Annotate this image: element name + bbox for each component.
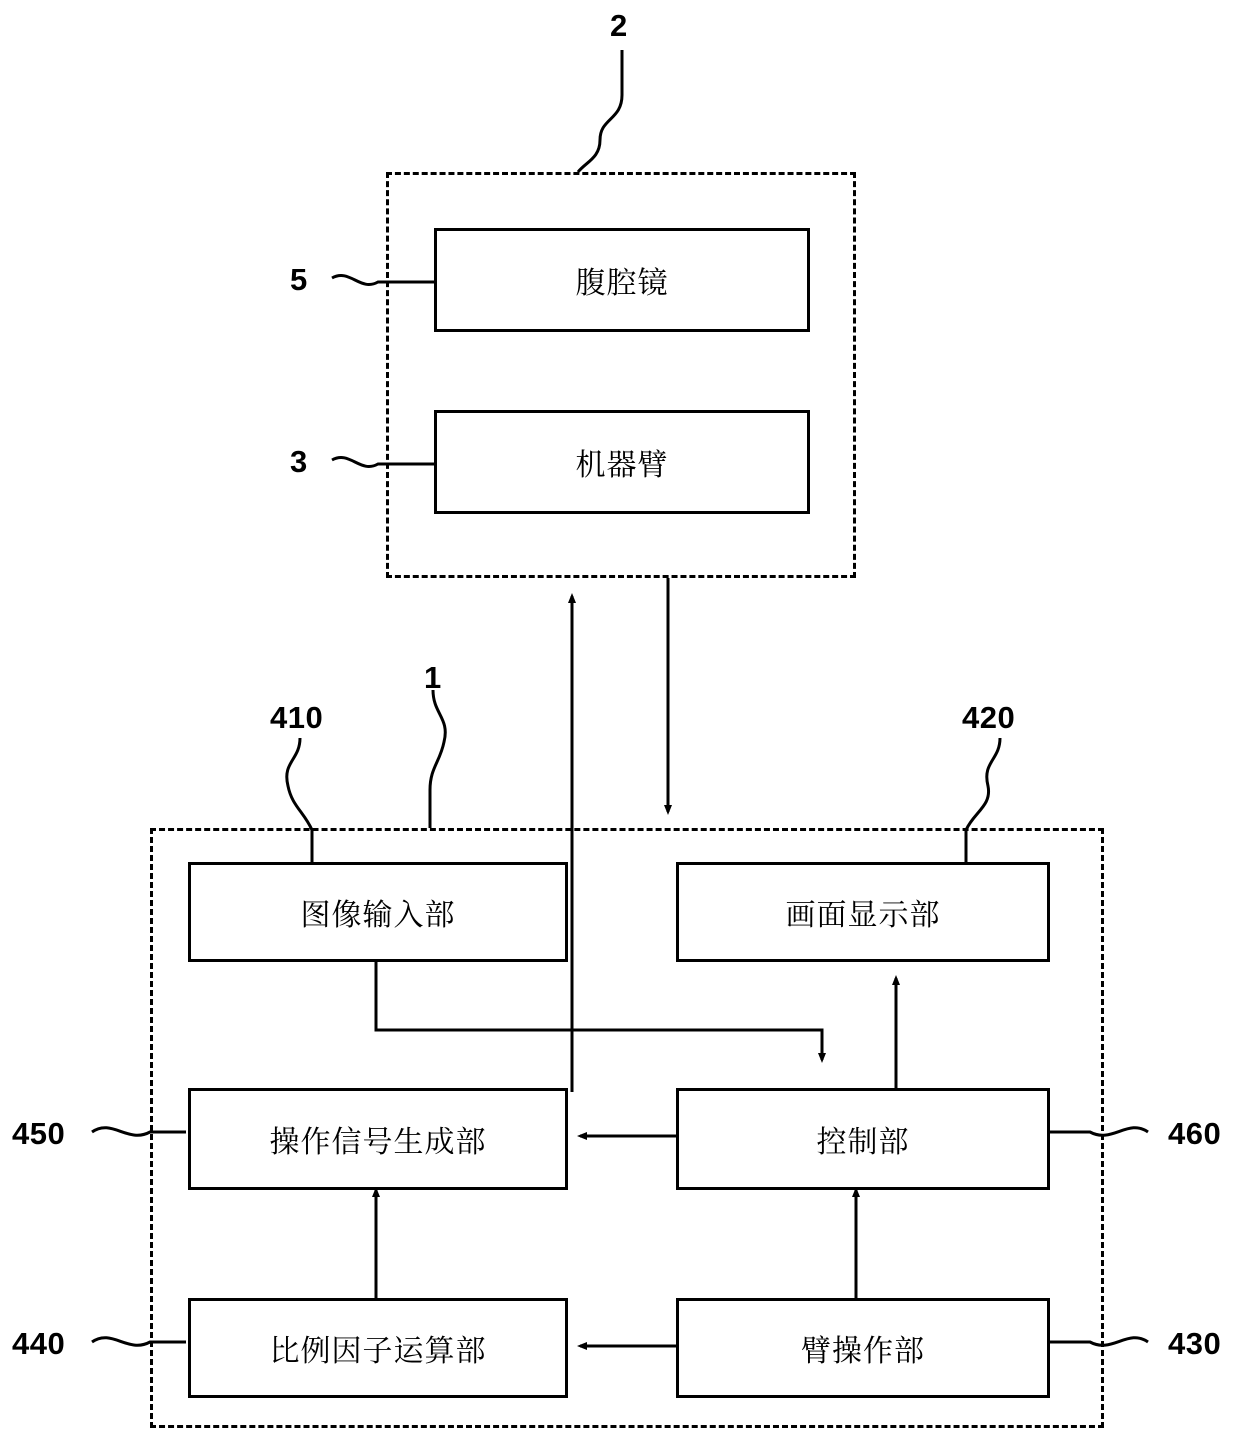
block-laparoscope-label: 腹腔镜: [575, 267, 669, 300]
block-operation-signal-generator[interactable]: [188, 1088, 568, 1190]
block-scale-factor-calculator[interactable]: [188, 1298, 568, 1398]
ref-label-420: 420: [962, 700, 1016, 735]
block-control-unit-label: 控制部: [816, 1126, 910, 1159]
ref-label-3: 3: [290, 444, 308, 479]
block-robot-arm-label: 机器臂: [575, 449, 669, 482]
block-image-input[interactable]: [188, 862, 568, 962]
block-control-unit[interactable]: [676, 1088, 1050, 1190]
block-arm-operation-unit[interactable]: [676, 1298, 1050, 1398]
ref-label-1: 1: [424, 660, 442, 695]
ref-label-450: 450: [12, 1116, 66, 1151]
block-image-input-label: 图像输入部: [300, 899, 456, 932]
block-arm-operation-unit-label: 臂操作部: [801, 1335, 925, 1368]
ref-label-2: 2: [610, 8, 628, 43]
block-screen-display-label: 画面显示部: [785, 899, 941, 932]
block-scale-factor-calculator-label: 比例因子运算部: [269, 1335, 487, 1368]
ref-label-440: 440: [12, 1326, 66, 1361]
ref-label-5: 5: [290, 262, 308, 297]
block-laparoscope[interactable]: [434, 228, 810, 332]
block-screen-display[interactable]: [676, 862, 1050, 962]
block-robot-arm[interactable]: [434, 410, 810, 514]
ref-label-410: 410: [270, 700, 324, 735]
ref-label-430: 430: [1168, 1326, 1222, 1361]
ref-label-460: 460: [1168, 1116, 1222, 1151]
block-operation-signal-generator-label: 操作信号生成部: [269, 1126, 487, 1159]
